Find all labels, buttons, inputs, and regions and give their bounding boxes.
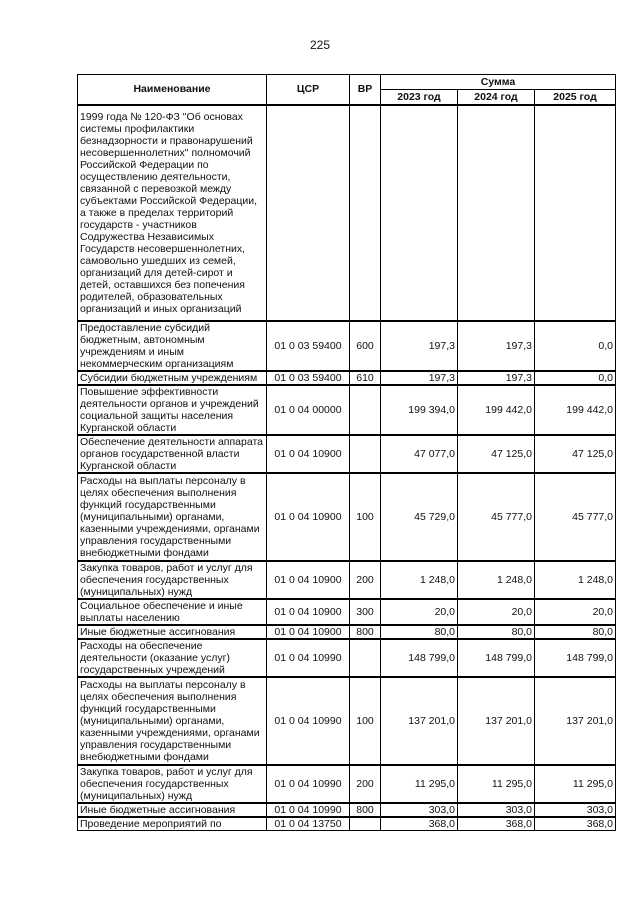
row-csr: 01 0 04 10900 [267,561,350,599]
row-csr: 01 0 04 10900 [267,625,350,639]
row-vr [350,435,381,473]
row-vr [350,385,381,435]
row-value-2023: 20,0 [381,599,458,625]
row-vr: 800 [350,625,381,639]
row-value-2024: 20,0 [458,599,535,625]
table-row [78,321,616,371]
row-name: Закупка товаров, работ и услуг для обеспечения государственных (муниципальных) нужд [78,765,267,803]
table-row [78,105,616,321]
row-name: Проведение мероприятий по [78,817,267,831]
row-value-2025: 1 248,0 [535,561,616,599]
page-number: 225 [309,38,331,52]
row-vr: 600 [350,321,381,371]
row-vr [350,639,381,677]
row-value-2023: 148 799,0 [381,639,458,677]
row-value-2023 [381,105,458,321]
row-value-2024: 11 295,0 [458,765,535,803]
row-name: Иные бюджетные ассигнования [78,803,267,817]
row-csr: 01 0 04 10900 [267,599,350,625]
row-value-2025 [535,105,616,321]
table-row [78,599,616,625]
row-name: Предоставление субсидий бюджетным, автономным учреждениям и иным некоммерческим организациям [78,321,267,371]
row-value-2025: 11 295,0 [535,765,616,803]
row-vr [350,105,381,321]
table-row [78,435,616,473]
row-name: 1999 года № 120-ФЗ "Об основах системы профилактики безнадзорности и правонарушений несовершеннолетних" полномочий Российской Федерации по осуществлению деятельности, связанной с перевозкой между субъектами Российской Федерации, а также в пределах территорий государств - участников Содружества Независимых Государств несовершеннолетних, самовольно ушедших из семей, организаций для детей-сирот и детей, оставшихся без попечения родителей, образовательных организаций и иных организаций [78,105,267,321]
row-vr: 300 [350,599,381,625]
row-name: Обеспечение деятельности аппарата органов государственной власти Курганской области [78,435,267,473]
row-name: Расходы на выплаты персоналу в целях обеспечения выполнения функций государственными (муниципальными) органами, казенными учреждениями, органами управления государственными внебюджетными фондами [78,473,267,561]
row-value-2024: 47 125,0 [458,435,535,473]
row-value-2023: 45 729,0 [381,473,458,561]
table-row [78,803,616,817]
table-row [78,817,616,831]
header-vr: ВР [350,75,381,105]
row-value-2025: 0,0 [535,371,616,385]
row-value-2024: 148 799,0 [458,639,535,677]
row-value-2023: 197,3 [381,321,458,371]
row-value-2025: 47 125,0 [535,435,616,473]
row-value-2023: 80,0 [381,625,458,639]
row-vr: 100 [350,473,381,561]
table-row [78,639,616,677]
row-vr: 100 [350,677,381,765]
row-value-2025: 45 777,0 [535,473,616,561]
row-value-2025: 148 799,0 [535,639,616,677]
row-csr: 01 0 04 10990 [267,677,350,765]
row-value-2025: 199 442,0 [535,385,616,435]
row-value-2023: 199 394,0 [381,385,458,435]
row-name: Иные бюджетные ассигнования [78,625,267,639]
header-year-2025: 2025 год [535,90,616,105]
header-year-2024: 2024 год [458,90,535,105]
table-row [78,371,616,385]
row-vr: 200 [350,561,381,599]
row-csr: 01 0 03 59400 [267,321,350,371]
table-row [78,677,616,765]
row-name: Социальное обеспечение и иные выплаты населению [78,599,267,625]
header-sum: Сумма [381,75,616,90]
row-value-2025: 0,0 [535,321,616,371]
row-name: Расходы на выплаты персоналу в целях обеспечения выполнения функций государственными (муниципальными) органами, казенными учреждениями, органами управления государственными внебюджетными фондами [78,677,267,765]
row-value-2025: 80,0 [535,625,616,639]
row-vr: 200 [350,765,381,803]
row-value-2025: 20,0 [535,599,616,625]
budget-table [77,74,616,831]
row-csr: 01 0 04 10990 [267,765,350,803]
row-value-2023: 1 248,0 [381,561,458,599]
row-value-2024: 197,3 [458,321,535,371]
row-value-2025: 303,0 [535,803,616,817]
row-value-2024: 1 248,0 [458,561,535,599]
row-value-2023: 137 201,0 [381,677,458,765]
row-csr [267,105,350,321]
table-row [78,561,616,599]
row-value-2024: 197,3 [458,371,535,385]
row-value-2023: 303,0 [381,803,458,817]
row-name: Расходы на обеспечение деятельности (оказание услуг) государственных учреждений [78,639,267,677]
row-value-2024: 45 777,0 [458,473,535,561]
row-value-2024 [458,105,535,321]
row-csr: 01 0 03 59400 [267,371,350,385]
row-value-2023: 368,0 [381,817,458,831]
row-value-2023: 47 077,0 [381,435,458,473]
row-value-2024: 368,0 [458,817,535,831]
row-csr: 01 0 04 13750 [267,817,350,831]
row-value-2024: 80,0 [458,625,535,639]
row-value-2024: 137 201,0 [458,677,535,765]
table-row [78,765,616,803]
table-row [78,473,616,561]
header-name: Наименование [78,75,267,105]
row-name: Субсидии бюджетным учреждениям [78,371,267,385]
row-csr: 01 0 04 10900 [267,473,350,561]
header-year-2023: 2023 год [381,90,458,105]
row-name: Повышение эффективности деятельности органов и учреждений социальной защиты населения Курганской области [78,385,267,435]
row-csr: 01 0 04 10990 [267,639,350,677]
row-csr: 01 0 04 10990 [267,803,350,817]
row-vr: 800 [350,803,381,817]
header-csr: ЦСР [267,75,350,105]
table-row [78,385,616,435]
row-vr [350,817,381,831]
row-value-2025: 137 201,0 [535,677,616,765]
row-value-2024: 303,0 [458,803,535,817]
row-value-2025: 368,0 [535,817,616,831]
row-value-2024: 199 442,0 [458,385,535,435]
row-vr: 610 [350,371,381,385]
row-csr: 01 0 04 00000 [267,385,350,435]
table-row [78,625,616,639]
row-csr: 01 0 04 10900 [267,435,350,473]
row-value-2023: 197,3 [381,371,458,385]
row-value-2023: 11 295,0 [381,765,458,803]
row-name: Закупка товаров, работ и услуг для обеспечения государственных (муниципальных) нужд [78,561,267,599]
